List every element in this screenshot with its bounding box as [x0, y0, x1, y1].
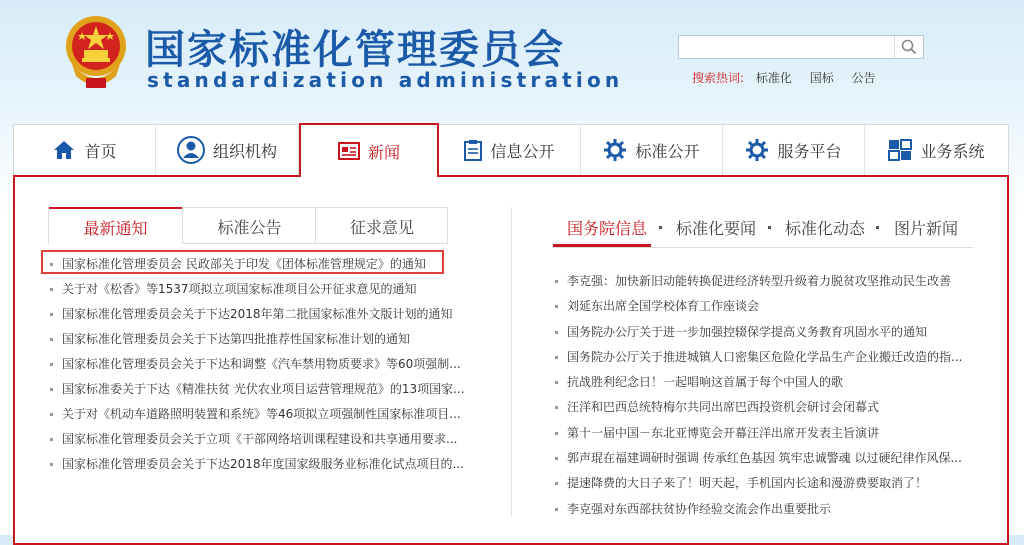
search-input[interactable]: [679, 36, 895, 58]
tab-photo-news[interactable]: 图片新闻: [894, 219, 959, 238]
search-icon: [901, 39, 917, 55]
news-item[interactable]: 国家标准化管理委员会关于下达和调整《汽车禁用物质要求》等60项强制...: [48, 355, 468, 380]
news-item[interactable]: 国家标准化管理委员会关于立项《干部网络培训课程建设和共享通用要求...: [48, 430, 468, 455]
nav-label: 信息公开: [490, 141, 555, 161]
right-news-list: [553, 272, 983, 525]
nav-label: 服务平台: [777, 141, 842, 161]
hot-word-link[interactable]: 标准化: [755, 71, 792, 85]
news-item[interactable]: 国务院办公厅关于推进城镇人口密集区危险化学品生产企业搬迁改造的指...: [553, 348, 983, 373]
news-item[interactable]: 关于对《松香》等1537项拟立项国家标准项目公开征求意见的通知: [48, 280, 468, 305]
news-item[interactable]: 刘延东出席全国学校体育工作座谈会: [553, 297, 983, 322]
tab-separator: [659, 226, 662, 229]
system-icon: [888, 139, 912, 161]
news-item[interactable]: 李克强：加快新旧动能转换促进经济转型升级着力脱贫攻坚推动民生改善: [553, 272, 983, 297]
news-item[interactable]: 国家标准化管理委员会关于下达2018年度国家级服务业标准化试点项目的...: [48, 455, 468, 480]
site-title-cn: 国家标准化管理委员会: [145, 27, 565, 73]
nav-label: 首页: [84, 141, 117, 161]
tab-solicit-opinions[interactable]: 征求意见: [315, 208, 448, 244]
news-item[interactable]: 第十一届中国－东北亚博览会开幕汪洋出席开发表主旨演讲: [553, 424, 983, 449]
active-tab-underline: [553, 244, 651, 247]
news-item[interactable]: 关于对《机动车道路照明装置和系统》等46项拟立项强制性国家标准项目...: [48, 405, 468, 430]
hot-word-link[interactable]: 公告: [851, 71, 876, 85]
nav-item-business-system[interactable]: [865, 125, 1008, 175]
nav-item-standard-disclosure[interactable]: [581, 125, 723, 175]
tab-state-council[interactable]: 国务院信息: [567, 219, 648, 238]
nav-item-home[interactable]: [14, 125, 156, 175]
home-icon: [52, 139, 76, 161]
nav-label: 组织机构: [212, 141, 277, 161]
gear-icon: [603, 138, 627, 162]
tab-latest-notice[interactable]: 最新通知: [49, 207, 182, 246]
gear-icon: [745, 138, 769, 162]
search-box: [678, 35, 924, 59]
news-item[interactable]: 国家标准化管理委员会 民政部关于印发《团体标准管理规定》的通知: [48, 255, 468, 280]
news-item[interactable]: 汪洋和巴西总统特梅尔共同出席巴西投资机会研讨会闭幕式: [553, 398, 983, 423]
search-button[interactable]: [894, 36, 923, 58]
tab-separator: [876, 226, 879, 229]
left-tab-bar: [48, 207, 448, 244]
hot-word-link[interactable]: 国标: [809, 71, 834, 85]
nav-label: 标准公开: [635, 141, 700, 161]
left-news-list: [48, 255, 468, 480]
newspaper-icon: [338, 141, 360, 161]
national-emblem-logo: [64, 14, 128, 90]
hot-words-label: 搜索热词:: [692, 71, 745, 85]
person-icon: [177, 136, 205, 164]
news-item[interactable]: 国家标准委关于下达《精准扶贫 光伏农业项目运营管理规范》的13项国家...: [48, 380, 468, 405]
news-item[interactable]: 国家标准化管理委员会关于下达第四批推荐性国家标准计划的通知: [48, 330, 468, 355]
hot-words: [692, 69, 890, 86]
nav-item-news[interactable]: [299, 123, 439, 177]
news-item[interactable]: 抗战胜利纪念日！一起唱响这首属于每个中国人的歌: [553, 373, 983, 398]
tab-separator: [768, 226, 771, 229]
nav-item-service-platform[interactable]: [723, 125, 865, 175]
header: [0, 0, 1024, 120]
clipboard-icon: [464, 139, 482, 161]
news-item[interactable]: 提速降费的大日子来了！明天起，手机国内长途和漫游费要取消了！: [553, 474, 983, 499]
panel-divider: [511, 207, 512, 517]
news-item[interactable]: 国务院办公厅关于进一步加强控辍保学提高义务教育巩固水平的通知: [553, 323, 983, 348]
tab-standardization-news[interactable]: 标准化要闻: [676, 219, 757, 238]
nav-item-info-disclosure[interactable]: [439, 125, 581, 175]
main-nav: [13, 124, 1009, 176]
right-tab-bar: [553, 207, 973, 248]
nav-label: 业务系统: [920, 141, 985, 161]
site-title-en: standardization administration: [147, 68, 624, 92]
news-item[interactable]: 国家标准化管理委员会关于下达2018年第二批国家标准外文版计划的通知: [48, 305, 468, 330]
nav-item-organization[interactable]: [156, 125, 299, 175]
news-item[interactable]: 李克强对东西部扶贫协作经验交流会作出重要批示: [553, 500, 983, 525]
highlight-box: [41, 250, 444, 274]
tab-standardization-updates[interactable]: 标准化动态: [785, 219, 866, 238]
nav-label: 新闻: [367, 142, 400, 162]
tab-standard-announcement[interactable]: 标准公告: [182, 208, 316, 244]
news-item[interactable]: 郭声琨在福建调研时强调 传承红色基因 筑牢忠诚警魂 以过硬纪律作风保...: [553, 449, 983, 474]
